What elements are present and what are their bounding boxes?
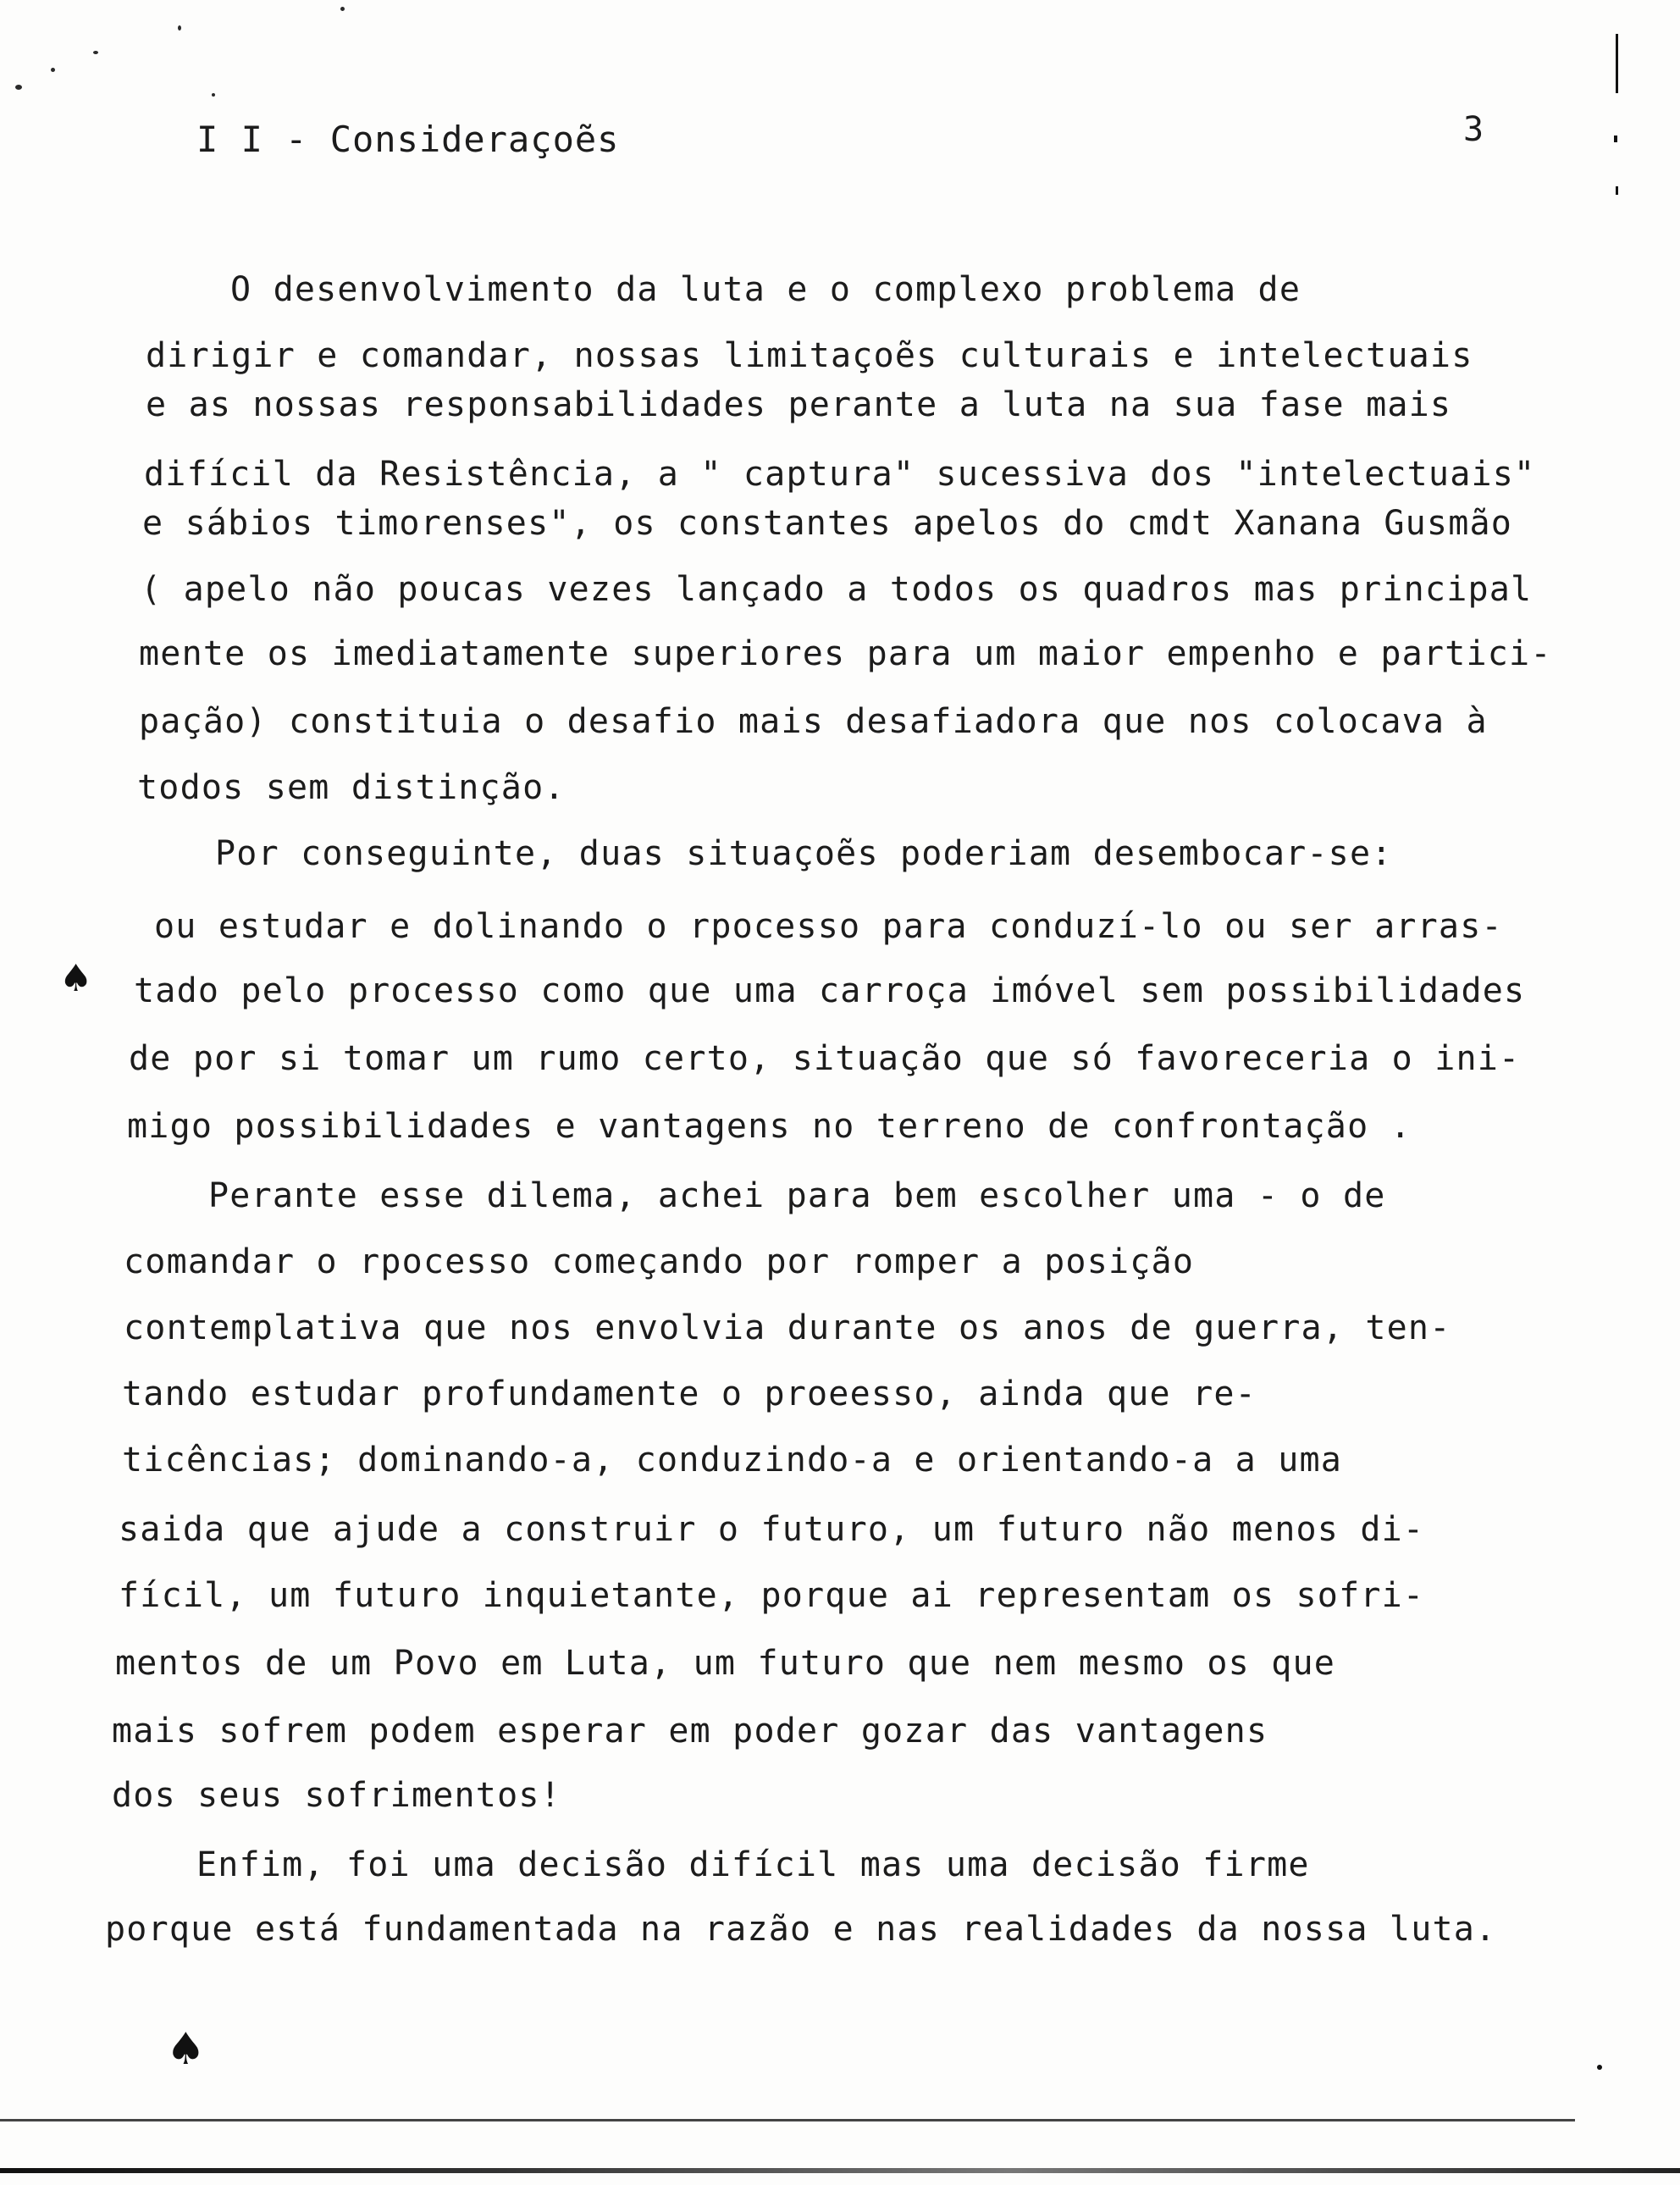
ink-blot-mark: ♠ [166, 2024, 206, 2075]
bottom-edge [0, 2168, 1680, 2173]
scan-speck [51, 68, 55, 72]
bottom-rule [0, 2119, 1575, 2121]
text-line: e sábios timorenses", os constantes apelos do cmdt Xanana Gusmão [142, 504, 1513, 543]
scan-speck [178, 25, 181, 30]
text-line: ( apelo não poucas vezes lançado a todos os quadros mas principal [141, 570, 1533, 609]
text-line: O desenvolvimento da luta e o complexo problema de [230, 270, 1301, 309]
scan-speck [93, 51, 98, 54]
section-heading: I I - Consideraçoẽs [196, 119, 620, 160]
text-line: todos sem distinção. [137, 768, 566, 807]
text-line: mente os imediatamente superiores para um maior empenho e partici- [139, 634, 1552, 673]
page-edge-mark [1616, 186, 1618, 195]
text-line: de por si tomar um rumo certo, situação que só favoreceria o ini- [129, 1039, 1521, 1078]
text-line: fícil, um futuro inquietante, porque ai representam os sofri- [119, 1576, 1425, 1615]
text-line: Por conseguinte, duas situaçoẽs poderiam desembocar-se: [215, 834, 1393, 873]
page-number: 3 [1463, 110, 1484, 149]
text-line: tado pelo processo como que uma carroça imóvel sem possibilidades [134, 971, 1526, 1010]
text-line: saida que ajude a construir o futuro, um futuro não menos di- [119, 1510, 1425, 1549]
text-line: ticências; dominando-a, conduzindo-a e orientando-a a uma [122, 1441, 1343, 1480]
page-edge-mark [1597, 2065, 1602, 2070]
text-line: ou estudar e dolinando o rpocesso para conduzí-lo ou ser arras- [154, 907, 1503, 946]
scan-speck [15, 85, 22, 90]
text-line: Enfim, foi uma decisão difícil mas uma decisão firme [196, 1845, 1310, 1884]
text-line: dirigir e comandar, nossas limitaçoẽs culturais e intelectuais [146, 336, 1473, 375]
scan-speck [212, 93, 215, 97]
text-line: migo possibilidades e vantagens no terreno de confrontação . [127, 1107, 1412, 1146]
text-line: pação) constituia o desafio mais desafiadora que nos colocava à [139, 702, 1488, 741]
text-line: dos seus sofrimentos! [112, 1776, 561, 1815]
text-line: contemplativa que nos envolvia durante os anos de guerra, ten- [124, 1308, 1451, 1347]
text-line: e as nossas responsabilidades perante a luta na sua fase mais [146, 385, 1452, 424]
text-line: Perante esse dilema, achei para bem escolher uma - o de [208, 1176, 1386, 1215]
text-line: mais sofrem podem esperar em poder gozar das vantagens [112, 1712, 1268, 1751]
ink-blot-mark: ♠ [59, 957, 93, 1000]
page-edge-mark [1614, 136, 1617, 142]
text-line: mentos de um Povo em Luta, um futuro que nem mesmo os que [115, 1644, 1336, 1683]
text-line: difícil da Resistência, a " captura" sucessiva dos "intelectuais" [144, 455, 1536, 494]
text-line: comandar o rpocesso começando por romper a posição [124, 1242, 1195, 1281]
text-line: tando estudar profundamente o proeesso, ainda que re- [122, 1375, 1257, 1413]
scan-speck [340, 7, 345, 11]
text-line: porque está fundamentada na razão e nas realidades da nossa luta. [105, 1910, 1497, 1949]
page-edge-mark [1616, 34, 1618, 93]
